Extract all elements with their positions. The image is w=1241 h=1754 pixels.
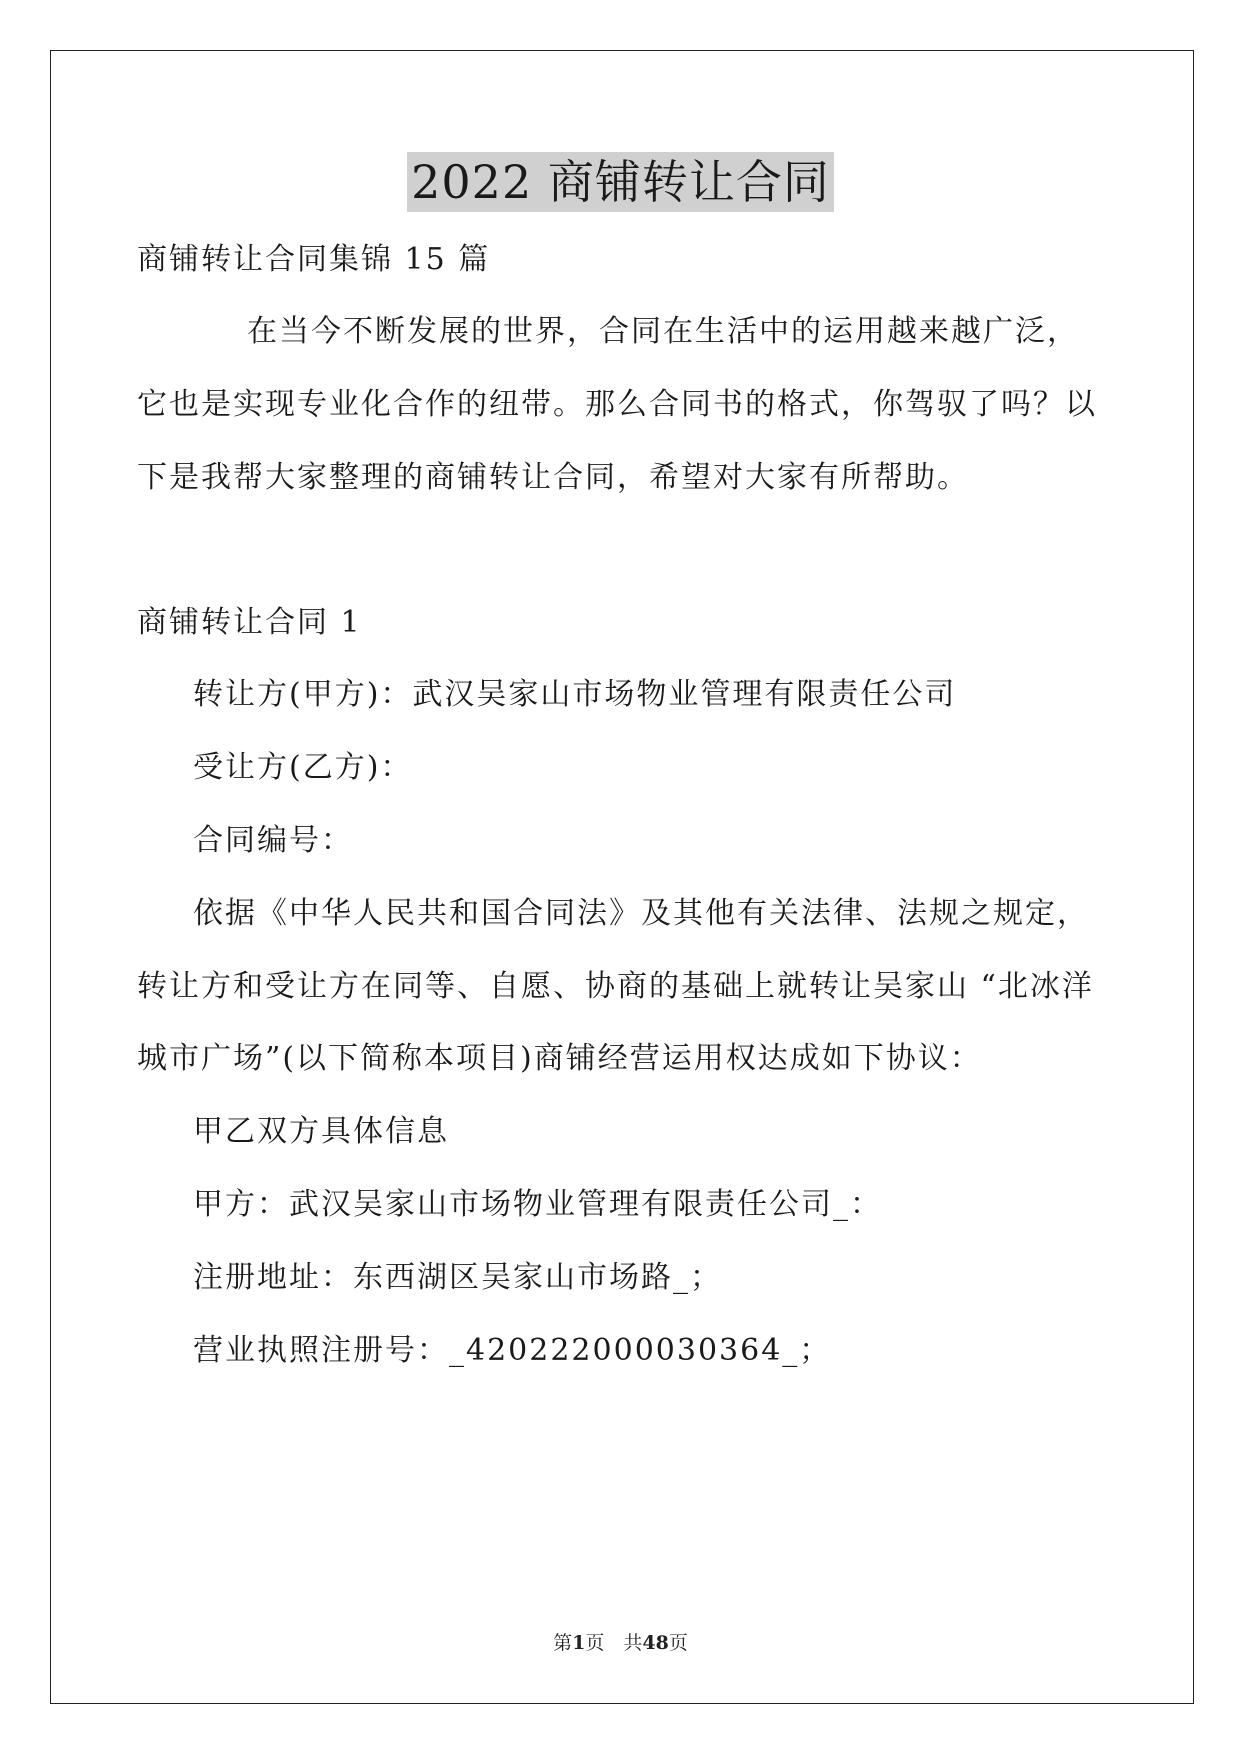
intro-line-2: 它也是实现专业化合作的纽带。那么合同书的格式，你驾驭了吗？以 — [137, 387, 1097, 422]
document-subtitle: 商铺转让合同集锦 15 篇 — [137, 242, 491, 277]
basis-line-2: 转让方和受让方在同等、自愿、协商的基础上就转让吴家山 “北冰洋 — [137, 969, 1094, 1004]
footer-total-pages: 48 — [642, 1632, 669, 1654]
section-title: 商铺转让合同 1 — [137, 605, 362, 640]
footer-current-page: 1 — [572, 1632, 586, 1654]
intro-line-3: 下是我帮大家整理的商铺转让合同，希望对大家有所帮助。 — [137, 460, 969, 495]
page-border — [50, 50, 1194, 1704]
transferee-line: 受让方(乙方)： — [193, 750, 413, 785]
title-container — [0, 152, 1241, 212]
intro-line-1: 在当今不断发展的世界，合同在生活中的运用越来越广泛， — [247, 314, 1079, 349]
contract-number-line: 合同编号： — [193, 823, 353, 858]
document-title: 2022 商铺转让合同 — [407, 152, 834, 212]
footer-mid: 页 共 — [585, 1632, 643, 1654]
basis-line-3: 城市广场”(以下简称本项目)商铺经营运用权达成如下协议： — [137, 1041, 982, 1076]
party-a-line: 甲方：武汉吴家山市场物业管理有限责任公司_： — [193, 1187, 882, 1222]
transferor-line: 转让方(甲方)：武汉吴家山市场物业管理有限责任公司 — [193, 677, 957, 712]
footer-suffix: 页 — [668, 1632, 688, 1654]
footer-prefix: 第 — [553, 1632, 573, 1654]
address-line: 注册地址：东西湖区吴家山市场路_； — [193, 1260, 722, 1295]
parties-heading: 甲乙双方具体信息 — [193, 1114, 449, 1149]
license-line: 营业执照注册号：_420222000030364_； — [193, 1333, 832, 1368]
basis-line-1: 依据《中华人民共和国合同法》及其他有关法律、法规之规定， — [193, 896, 1089, 931]
page-footer — [0, 1631, 1241, 1655]
